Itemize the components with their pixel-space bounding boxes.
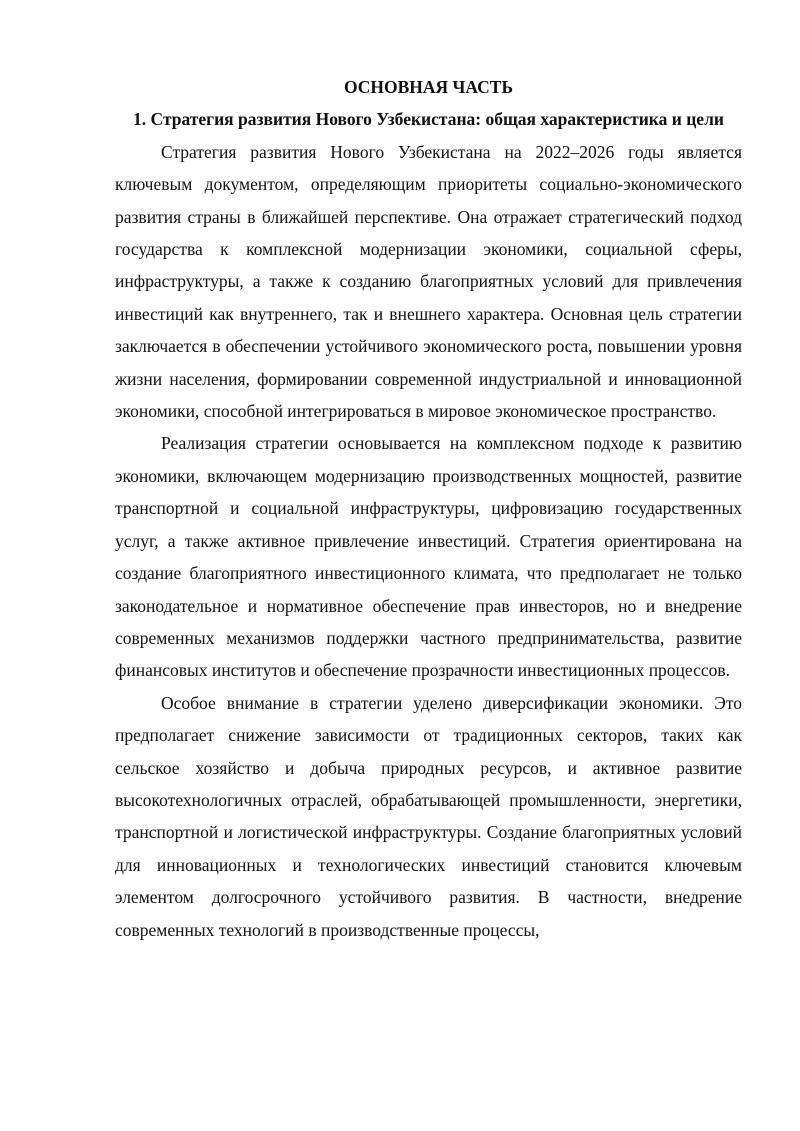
paragraph-3: Особое внимание в стратегии уделено диверсификации экономики. Это предполагает снижение зависимости от традиционных секторов, таких как сельское хозяйство и добыча природных ресурсов, и активное развитие высокотехнологичных отраслей, обрабатывающей промышленности, энергетики, транспортной и логистической инфраструктуры. Создание благоприятных условий для инновационных и технологических инвестиций становится ключевым элементом долгосрочного устойчивого развития. В частности, внедрение современных технологий в производственные процессы, — [115, 692, 742, 940]
paragraph-1: Стратегия развития Нового Узбекистана на 2022–2026 годы является ключевым документом, определяющим приоритеты социально-экономического развития страны в ближайшей перспективе. Она отражает стратегический подход государства к комплексной модернизации экономики, социальной сферы, инфраструктуры, а также к созданию благоприятных условий для привлечения инвестиций как внутреннего, так и внешнего характера. Основная цель стратегии заключается в обеспечении устойчивого экономического роста, повышении уровня жизни населения, формировании современной индустриальной и инновационной экономики, способной интегрироваться в мировое экономическое пространство. — [115, 141, 742, 422]
section-title: ОСНОВНАЯ ЧАСТЬ — [343, 77, 514, 97]
chapter-title: 1. Стратегия развития Нового Узбекистана: общая характеристика и цели — [133, 109, 724, 130]
paragraph-2: Реализация стратегии основывается на комплексном подходе к развитию экономики, включающем модернизацию производственных мощностей, развитие транспортной и социальной инфраструктуры, цифровизацию государственных услуг, а также активное привлечение инвестиций. Стратегия ориентирована на создание благоприятного инвестиционного климата, что предполагает не только законодательное и нормативное обеспечение прав инвесторов, но и внедрение современных механизмов поддержки частного предпринимательства, развитие финансовых институтов и обеспечение прозрачности инвестиционных процессов. — [115, 433, 742, 681]
document-body — [115, 71, 742, 946]
